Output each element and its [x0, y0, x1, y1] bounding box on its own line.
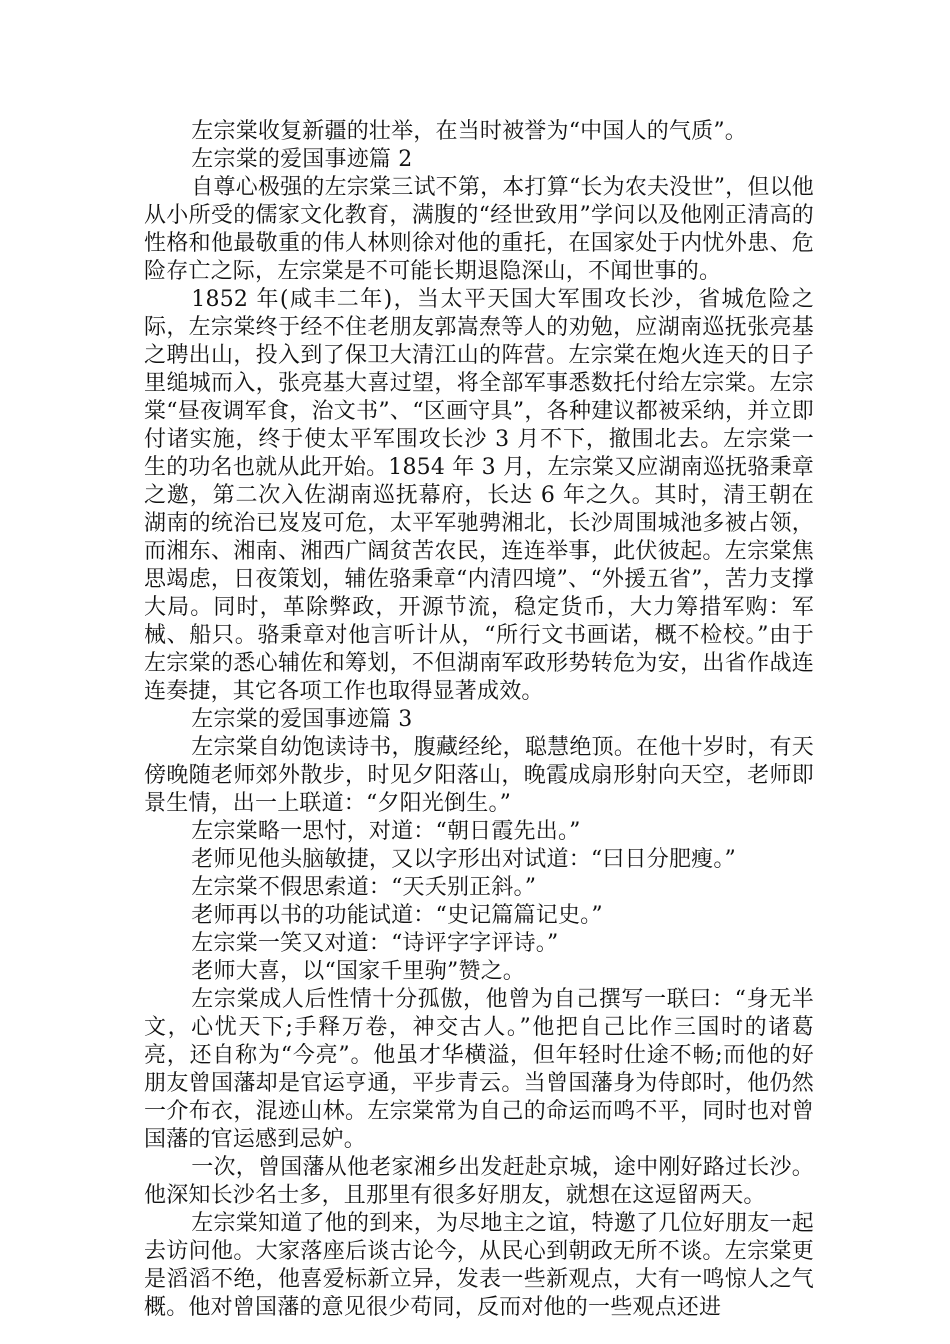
paragraph: 左宗棠知道了他的到来，为尽地主之谊，特邀了几位好朋友一起去访问他。大家落座后谈古论今，从民心到朝政无所不谈。左宗棠更是滔滔不绝，他喜爱标新立异，发表一些新观点，大有一鸣惊人之气概。他对曾国藩的意见很少苟同，反而对他的一些观点还进 — [144, 1211, 814, 1320]
paragraph: 左宗棠略一思忖，对道：“朝日霞先出。” — [191, 819, 581, 844]
section-heading-3: 左宗棠的爱国事迹篇 3 — [191, 707, 413, 732]
paragraph: 左宗棠成人后性情十分孤傲，他曾为自己撰写一联曰：“身无半文，心忧天下;手释万卷，神交古人。”他把自己比作三国时的诸葛亮，还自称为“今亮”。他虽才华横溢，但年轻时仕途不畅;而他的好朋友曾国藩却是官运亨通，平步青云。当曾国藩身为侍郎时，他仍然一介布衣，混迹山林。左宗棠常为自己的命运而鸣不平，同时也对曾国藩的官运感到忌妒。 — [144, 987, 814, 1152]
paragraph: 左宗棠自幼饱读诗书，腹藏经纶，聪慧绝顶。在他十岁时，有天傍晚随老师郊外散步，时见夕阳落山，晚霞成扇形射向天空，老师即景生情，出一上联道：“夕阳光倒生。” — [144, 735, 814, 816]
document-page — [144, 118, 814, 1322]
paragraph: 老师见他头脑敏捷，又以字形出对试道：“曰日分肥瘦。” — [191, 847, 736, 872]
paragraph: 左宗棠不假思索道：“天夭别正斜。” — [191, 875, 537, 900]
paragraph: 左宗棠一笑又对道：“诗评字字评诗。” — [191, 931, 559, 956]
paragraph: 自尊心极强的左宗棠三试不第，本打算“长为农夫没世”，但以他从小所受的儒家文化教育，满腹的“经世致用”学问以及他刚正清高的性格和他最敬重的伟人林则徐对他的重托，在国家处于内忧外患、危险存亡之际，左宗棠是不可能长期退隐深山，不闻世事的。 — [144, 175, 814, 284]
paragraph-opening-line: 左宗棠收复新疆的壮举，在当时被誉为“中国人的气质”。 — [191, 119, 747, 144]
paragraph: 一次，曾国藩从他老家湘乡出发赶赴京城，途中刚好路过长沙。他深知长沙名士多，且那里有很多好朋友，就想在这逗留两天。 — [144, 1155, 814, 1208]
paragraph: 老师再以书的功能试道：“史记篇篇记史。” — [191, 903, 603, 928]
paragraph: 老师大喜，以“国家千里驹”赞之。 — [191, 959, 525, 984]
paragraph: 1852 年(咸丰二年)，当太平天国大军围攻长沙，省城危险之际，左宗棠终于经不住老朋友郭嵩焘等人的劝勉，应湖南巡抚张亮基之聘出山，投入到了保卫大清江山的阵营。左宗棠在炮火连天的日子里缒城而入，张亮基大喜过望，将全部军事悉数托付给左宗棠。左宗棠“昼夜调军食，治文书”、“区画守具”，各种建议都被采纳，并立即付诸实施，终于使太平军围攻长沙 3 月不下，撤围北去。左宗棠一生的功名也就从此开始。1854 年 3 月，左宗棠又应湖南巡抚骆秉章之邀，第二次入佐湖南巡抚幕府，长达 6 年之久。其时，清王朝在湖南的统治已岌岌可危，太平军驰骋湘北，长沙周围城池多被占领，而湘东、湘南、湘西广阔贫苦农民，连连举事，此伏彼起。左宗棠焦思竭虑，日夜策划，辅佐骆秉章“内清四境”、“外援五省”，苦力支撑大局。同时，革除弊政，开源节流，稳定货币，大力筹措军购：军械、船只。骆秉章对他言听计从，“所行文书画诺，概不检校。”由于左宗棠的悉心辅佐和筹划，不但湖南军政形势转危为安，出省作战连连奏捷，其它各项工作也取得显著成效。 — [144, 287, 814, 704]
section-heading-2: 左宗棠的爱国事迹篇 2 — [191, 147, 413, 172]
